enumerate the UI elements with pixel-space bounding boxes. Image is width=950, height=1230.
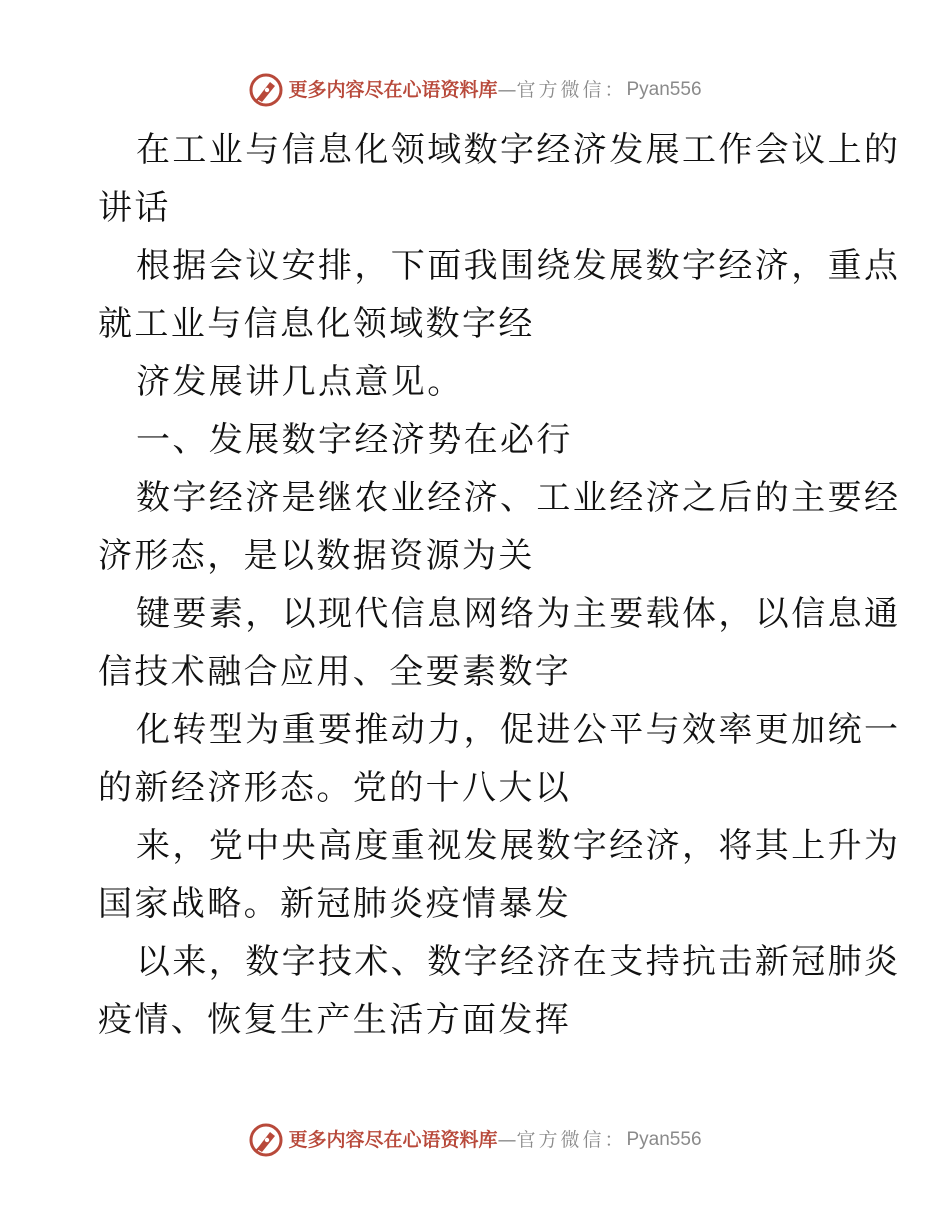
header-watermark — [0, 70, 950, 110]
section-heading — [98, 411, 858, 469]
paragraph-line: 化转型为重要推动力，促进公平与效率更加统一 — [136, 710, 901, 750]
document-body — [98, 121, 901, 1049]
paragraph-line: 来，党中央高度重视发展数字经济，将其上升为 — [136, 826, 901, 866]
paragraph — [98, 933, 901, 1049]
watermark-red-text: 更多内容尽在心语资料库 — [288, 1129, 498, 1151]
paragraph-line: 数字经济是继农业经济、工业经济之后的主要经 — [136, 478, 901, 518]
paragraph-line: 信技术融合应用、全要素数字 — [98, 652, 572, 692]
paragraph-line: 一、发展数字经济势在必行 — [136, 420, 573, 460]
paragraph-line: 讲话 — [98, 188, 171, 228]
footer-watermark — [0, 1120, 950, 1160]
watermark-account: Pyan556 — [626, 1129, 702, 1150]
paragraph — [98, 585, 901, 701]
paragraph-line: 在工业与信息化领域数字经济发展工作会议上的 — [136, 130, 901, 170]
paragraph — [98, 353, 858, 411]
paragraph-line: 根据会议安排，下面我围绕发展数字经济，重点 — [136, 246, 901, 286]
paragraph-line: 键要素，以现代信息网络为主要载体，以信息通 — [136, 594, 901, 634]
paragraph-line: 的新经济形态。党的十八大以 — [98, 768, 572, 808]
paragraph — [98, 237, 901, 353]
watermark-dash: — — [497, 79, 517, 101]
pen-nib-logo-icon — [248, 72, 284, 108]
watermark-account: Pyan556 — [626, 79, 702, 100]
paragraph-line: 疫情、恢复生产生活方面发挥 — [98, 1000, 572, 1040]
watermark-gray-text: 官方微信： — [516, 1129, 627, 1151]
watermark-red-text: 更多内容尽在心语资料库 — [288, 79, 498, 101]
paragraph-line: 济发展讲几点意见。 — [136, 362, 464, 402]
paragraph — [98, 701, 901, 817]
watermark-gray-text: 官方微信： — [516, 79, 627, 101]
pen-nib-logo-icon — [248, 1122, 284, 1158]
paragraph-line: 以来，数字技术、数字经济在支持抗击新冠肺炎 — [136, 942, 901, 982]
paragraph-line: 就工业与信息化领域数字经 — [98, 304, 535, 344]
paragraph — [98, 469, 901, 585]
paragraph — [98, 121, 901, 237]
paragraph-line: 国家战略。新冠肺炎疫情暴发 — [98, 884, 572, 924]
watermark-dash: — — [497, 1129, 517, 1151]
paragraph — [98, 817, 901, 933]
paragraph-line: 济形态，是以数据资源为关 — [98, 536, 535, 576]
